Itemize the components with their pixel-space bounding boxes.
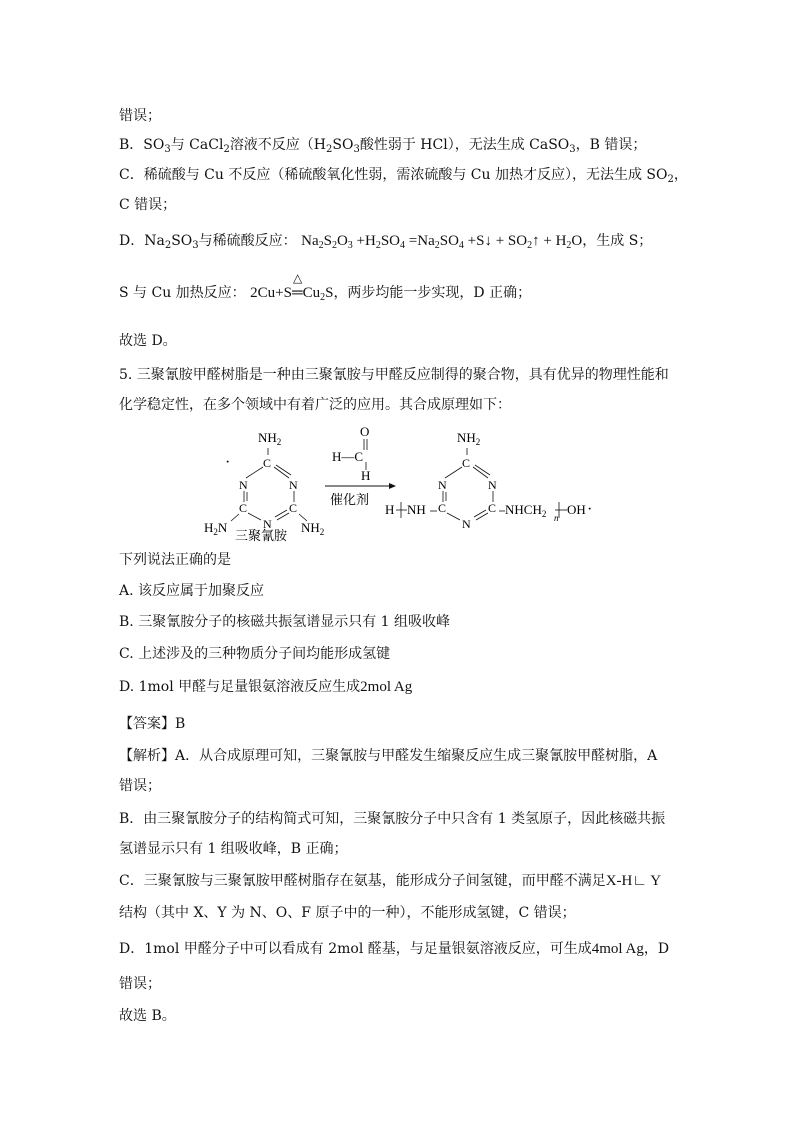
option-a: A. 该反应属于加聚反应 — [119, 583, 265, 599]
question-5-stem: 5. 三聚氰胺甲醛树脂是一种由三聚氰胺与甲醛反应制得的聚合物，具有优异的物理性能和 — [119, 367, 669, 383]
analysis-b: B．由三聚氰胺分子的结构简式可知，三聚氰胺分子中只含有 1 类氢原子，因此核磁共振 — [119, 811, 666, 827]
answer-line: 【答案】B — [119, 716, 186, 732]
amino-label: $H_2N$ — [204, 520, 228, 537]
option-d-analysis-line: D．$Na_2SO_3$与稀硫酸反应： $Na_2S_2O_3 +H_2SO_4 =Na_2SO_4$ +S↓ + $SO_2↑ + H_2O$，生成 S； — [119, 233, 653, 251]
amino-label: $NH_2$ — [301, 520, 325, 537]
amino-label: $NH_2$ — [258, 430, 282, 447]
amine-label: NH — [407, 502, 426, 517]
option-d-analysis-line-2: S 与 Cu 加热反应： 2Cu+S═ △ $Cu_2S$，两步均能一步实现，D 正确； — [119, 271, 532, 303]
carbon-label: C — [263, 456, 272, 470]
analysis-c: C．三聚氰胺与三聚氰胺甲醛树脂存在氨基，能形成分子间氢键，而甲醛不满足X-H∟ Y — [119, 873, 662, 889]
dot-marker: · — [225, 454, 231, 471]
methylene-label: $NHCH_2$ — [505, 502, 547, 519]
carbon-label: C — [438, 501, 447, 515]
option-c: C. 上述涉及的三种物质分子间均能形成氢键 — [119, 646, 391, 662]
carbon-label: C — [462, 456, 471, 470]
text-line: 结构（其中 X、Y 为 N、O、F 原子中的一种），不能形成氢键，C 错误； — [119, 905, 576, 921]
synthesis-scheme — [204, 420, 605, 545]
nitrogen-label: N — [239, 478, 248, 492]
equation-copper-sulfide: 2Cu+S═ △ $Cu_2S$ — [250, 271, 334, 303]
polymer-end-group: H — [385, 502, 395, 517]
option-b-analysis-line: B．$SO_3$与 CaCl$_2$溶液不反应（$H_2SO_3$酸性弱于 HCl），无法生成 CaSO$_3$，B 错误； — [119, 137, 647, 155]
hydroxyl-label: OH — [567, 502, 586, 517]
text-line: 错误； — [119, 976, 161, 992]
text-line: 错误； — [119, 778, 161, 794]
carbon-label: C — [289, 501, 298, 515]
nitrogen-label: N — [438, 478, 447, 492]
text-line: C 错误； — [119, 197, 177, 213]
option-b: B. 三聚氰胺分子的核磁共振氢谱显示只有 1 组吸收峰 — [119, 614, 450, 630]
text-line: 错误； — [119, 108, 161, 124]
final-answer-line: 故选 B。 — [119, 1008, 176, 1024]
nitrogen-label: N — [488, 478, 497, 492]
analysis-d: D．1mol 甲醛分子中可以看成有 2mol 醛基，与足量银氨溶液反应，可生成4mol Ag，D — [119, 941, 670, 957]
repeat-count-label: n — [554, 513, 559, 523]
text-line: 故选 D。 — [119, 333, 177, 349]
melamine-name: 三聚氰胺 — [235, 528, 288, 543]
oxygen-label: O — [360, 424, 370, 439]
question-5-stem-2: 化学稳定性，在多个领域中有着广泛的应用。其合成原理如下： — [119, 397, 511, 413]
nitrogen-label: N — [289, 478, 298, 492]
dot-marker: · — [587, 501, 593, 518]
formaldehyde-label: H—C — [332, 449, 364, 464]
catalyst-label: 催化剂 — [330, 492, 370, 507]
nitrogen-label: N — [462, 517, 471, 531]
hydrogen-label: H — [361, 468, 371, 483]
text-line: 氢谱显示只有 1 组吸收峰，B 正确； — [119, 841, 348, 857]
question-5-prompt: 下列说法正确的是 — [119, 552, 231, 568]
nitrogen-label: N — [263, 517, 272, 531]
amino-label: $NH_2$ — [457, 430, 481, 447]
option-c-analysis-line: C．稀硫酸与 Cu 不反应（稀硫酸氧化性弱，需浓硫酸与 Cu 加热才反应），无法生成 $SO_2$， — [119, 167, 688, 185]
option-d: D. 1mol 甲醛与足量银氨溶液反应生成2mol Ag — [119, 679, 413, 695]
carbon-label: C — [239, 501, 248, 515]
equation-sulfite: $Na_2S_2O_3 +H_2SO_4 =Na_2SO_4$ +S↓ + $SO_2↑ + H_2O$ — [301, 233, 583, 251]
carbon-label: C — [488, 501, 497, 515]
analysis-a: 【解析】A．从合成原理可知，三聚氰胺与甲醛发生缩聚反应生成三聚氰胺甲醛树脂，A — [119, 748, 658, 764]
